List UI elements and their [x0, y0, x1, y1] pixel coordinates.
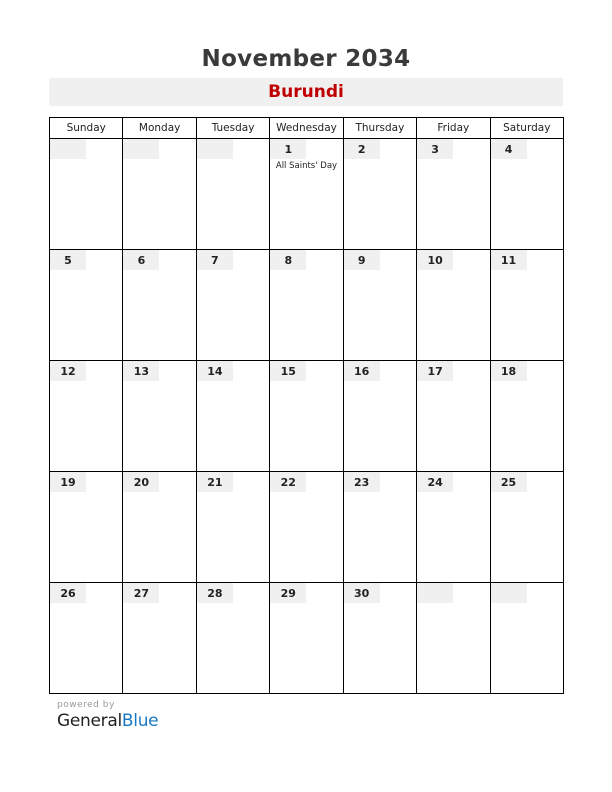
day-number: 28 [197, 583, 233, 603]
day-cell[interactable] [50, 583, 123, 694]
day-cell[interactable] [343, 139, 416, 250]
day-number: 15 [270, 361, 306, 381]
day-number: 24 [417, 472, 453, 492]
weekday-wednesday: Wednesday [270, 118, 343, 139]
day-number: 16 [344, 361, 380, 381]
week-row [50, 583, 564, 694]
weekday-thursday: Thursday [343, 118, 416, 139]
day-cell[interactable] [270, 139, 343, 250]
day-cell[interactable] [270, 361, 343, 472]
day-number: 11 [491, 250, 527, 270]
day-cell[interactable] [417, 250, 490, 361]
day-number [50, 139, 86, 159]
day-cell[interactable] [270, 472, 343, 583]
empty-day-cell [50, 139, 123, 250]
day-number: 4 [491, 139, 527, 159]
powered-by-label: powered by [57, 700, 115, 710]
day-number: 1 [270, 139, 306, 159]
day-number: 19 [50, 472, 86, 492]
day-number: 20 [123, 472, 159, 492]
day-cell[interactable] [196, 361, 269, 472]
day-number: 9 [344, 250, 380, 270]
day-number: 21 [197, 472, 233, 492]
day-cell[interactable] [490, 250, 563, 361]
empty-day-cell [196, 139, 269, 250]
weekday-header-row [50, 118, 564, 139]
day-number [417, 583, 453, 603]
day-cell[interactable] [123, 583, 196, 694]
day-cell[interactable] [417, 361, 490, 472]
day-number: 2 [344, 139, 380, 159]
day-cell[interactable] [343, 583, 416, 694]
generalblue-logo[interactable] [57, 711, 158, 731]
day-cell[interactable] [196, 472, 269, 583]
day-number: 6 [123, 250, 159, 270]
day-number: 5 [50, 250, 86, 270]
calendar-title: November 2034 [201, 46, 411, 72]
day-cell[interactable] [196, 583, 269, 694]
weekday-friday: Friday [417, 118, 490, 139]
day-cell[interactable] [123, 250, 196, 361]
weekday-sunday: Sunday [50, 118, 123, 139]
day-number: 13 [123, 361, 159, 381]
holiday-label: All Saints' Day [275, 161, 338, 171]
day-number [491, 583, 527, 603]
brand-blue: Blue [121, 711, 159, 731]
weekday-saturday: Saturday [490, 118, 563, 139]
day-cell[interactable] [270, 583, 343, 694]
day-cell[interactable] [50, 361, 123, 472]
day-number: 23 [344, 472, 380, 492]
day-cell[interactable] [50, 472, 123, 583]
day-cell[interactable] [490, 472, 563, 583]
day-cell[interactable] [417, 139, 490, 250]
week-row [50, 361, 564, 472]
day-number: 7 [197, 250, 233, 270]
weekday-tuesday: Tuesday [196, 118, 269, 139]
week-row [50, 472, 564, 583]
day-cell[interactable] [196, 250, 269, 361]
calendar-grid [49, 117, 564, 694]
footer [57, 700, 158, 731]
day-cell[interactable] [123, 361, 196, 472]
day-number: 17 [417, 361, 453, 381]
day-number: 29 [270, 583, 306, 603]
week-row [50, 250, 564, 361]
day-number: 26 [50, 583, 86, 603]
day-number [197, 139, 233, 159]
day-cell[interactable] [417, 472, 490, 583]
empty-day-cell [490, 583, 563, 694]
week-row [50, 139, 564, 250]
day-number [123, 139, 159, 159]
empty-day-cell [123, 139, 196, 250]
day-cell[interactable] [490, 361, 563, 472]
day-number: 22 [270, 472, 306, 492]
brand-general: General [57, 711, 122, 731]
weekday-monday: Monday [123, 118, 196, 139]
day-cell[interactable] [343, 472, 416, 583]
day-number: 10 [417, 250, 453, 270]
country-banner [49, 78, 563, 106]
day-cell[interactable] [50, 250, 123, 361]
day-cell[interactable] [343, 361, 416, 472]
day-number: 14 [197, 361, 233, 381]
day-cell[interactable] [343, 250, 416, 361]
day-cell[interactable] [490, 139, 563, 250]
day-cell[interactable] [270, 250, 343, 361]
empty-day-cell [417, 583, 490, 694]
day-number: 8 [270, 250, 306, 270]
day-cell[interactable] [123, 472, 196, 583]
day-number: 27 [123, 583, 159, 603]
day-number: 30 [344, 583, 380, 603]
day-number: 18 [491, 361, 527, 381]
day-number: 25 [491, 472, 527, 492]
day-number: 3 [417, 139, 453, 159]
day-number: 12 [50, 361, 86, 381]
country-name: Burundi [268, 82, 344, 102]
